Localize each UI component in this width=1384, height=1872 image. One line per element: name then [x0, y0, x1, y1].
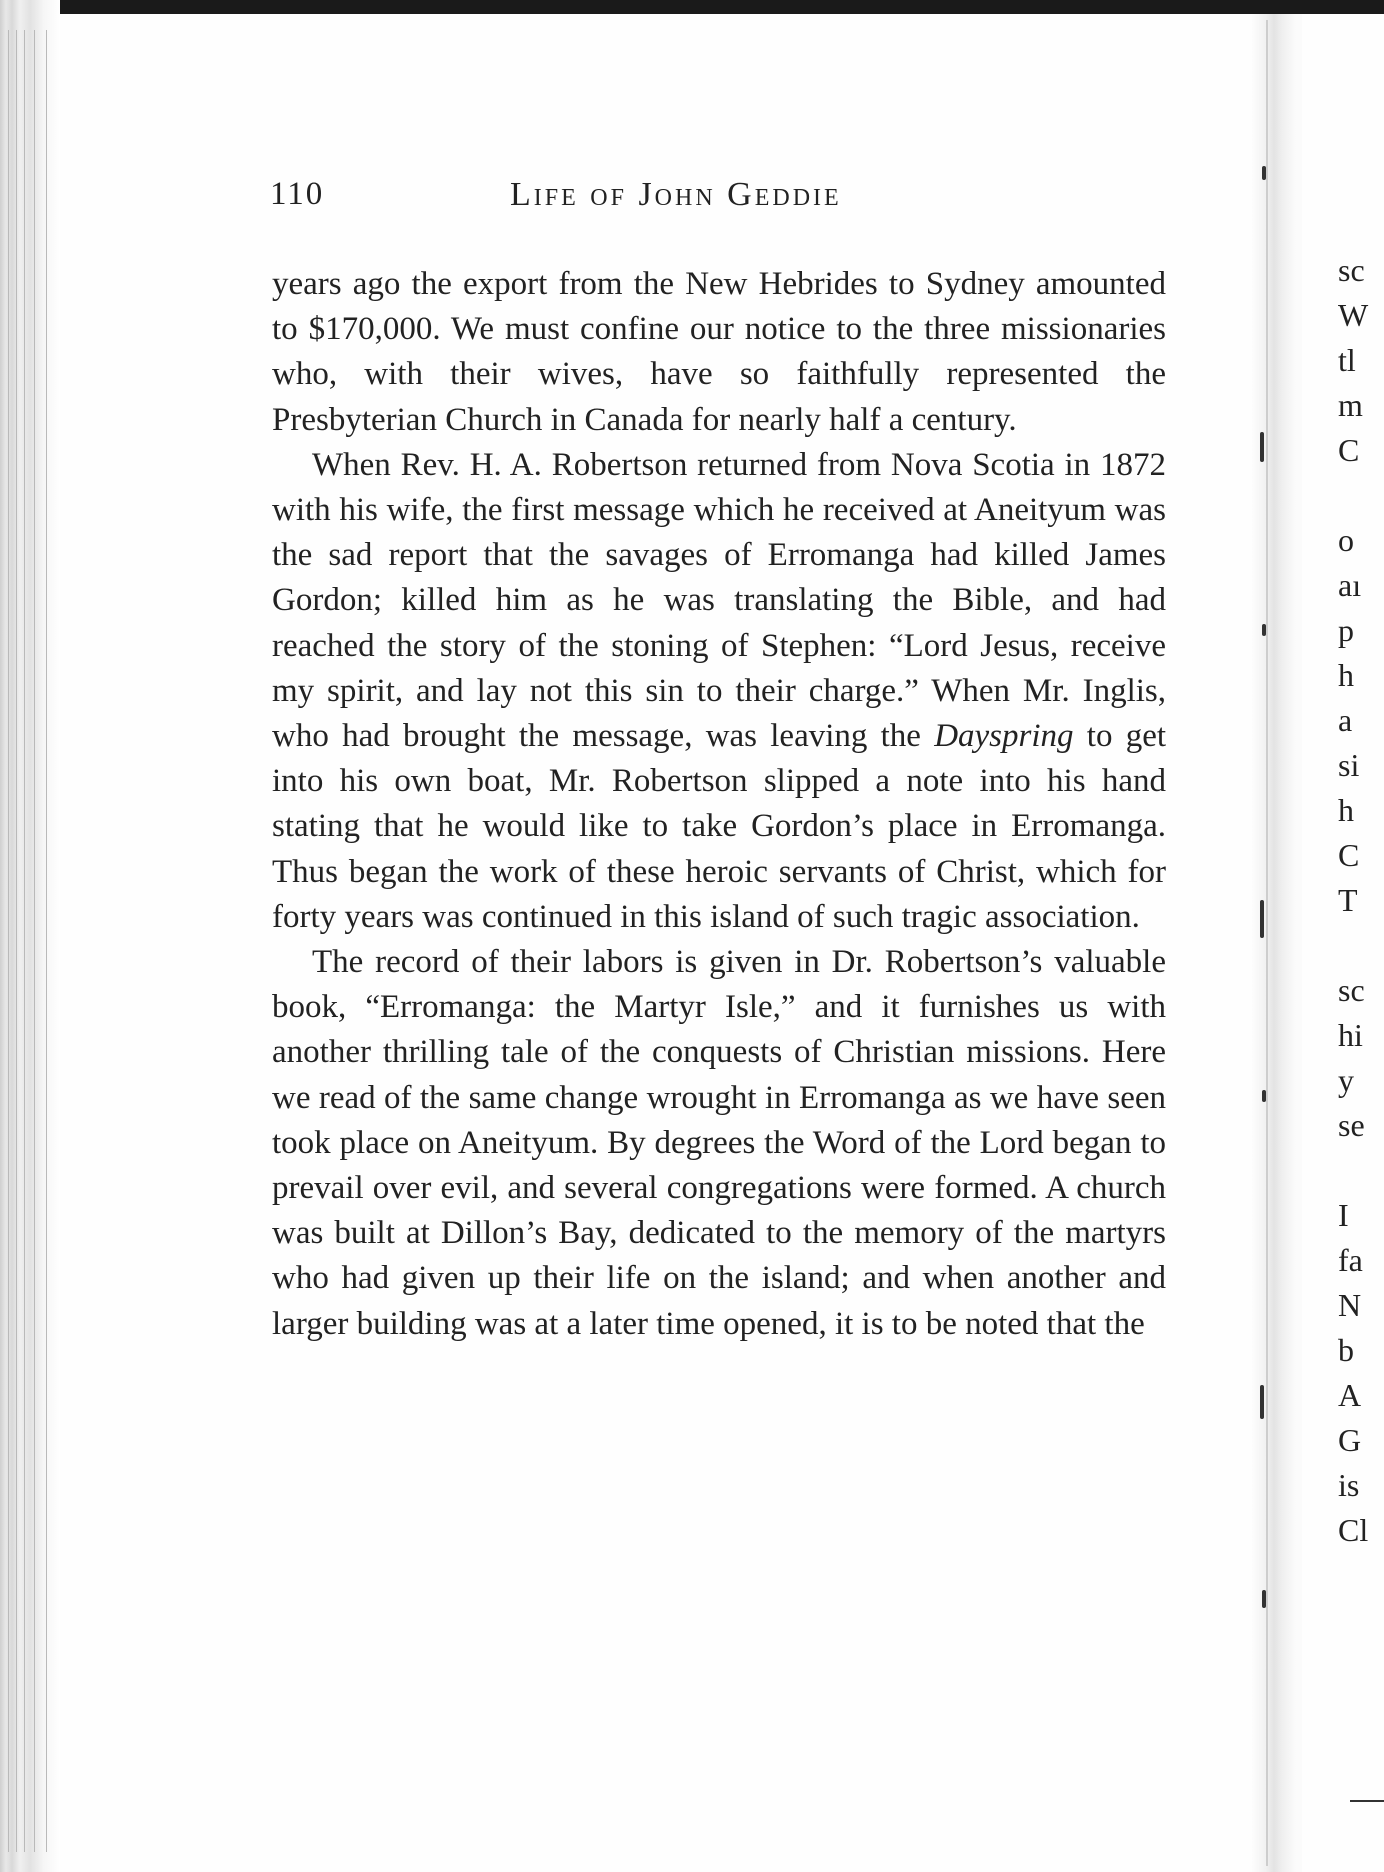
running-title: Life of John Geddie: [510, 176, 842, 213]
facing-page-line: [1338, 473, 1384, 518]
gutter-fold-line: [1266, 20, 1268, 1866]
facing-page-line: a: [1338, 702, 1353, 738]
paragraph-text: to get into his own boat, Mr. Robertson slipped a note into his hand stating that he would like to take Gordon’s place in Erromanga. Thus began the work of these heroic servants of Christ, which for forty years was continued in this island of such tragic association.: [272, 718, 1167, 935]
facing-page-line: N: [1338, 1287, 1362, 1323]
facing-page-line: m: [1338, 387, 1363, 423]
facing-page-line: o: [1338, 522, 1354, 558]
ship-name: Dayspring: [934, 718, 1074, 755]
paragraph: [272, 443, 1166, 940]
facing-page-line: aı: [1338, 567, 1362, 603]
facing-page-line: T: [1338, 882, 1358, 918]
page-edge-line: [16, 30, 17, 1852]
gutter-mark: [1260, 432, 1264, 462]
facing-page-line: W: [1338, 297, 1369, 333]
facing-page-line: hi: [1338, 1017, 1363, 1053]
facing-page-line: Cl: [1338, 1512, 1369, 1548]
facing-page-line: sc: [1338, 972, 1365, 1008]
facing-page-line: si: [1338, 747, 1360, 783]
facing-page-line: G: [1338, 1422, 1362, 1458]
page-header: [270, 176, 1210, 220]
paragraph: [272, 940, 1166, 1347]
gutter-mark: [1260, 900, 1264, 938]
facing-page-line: [1338, 923, 1384, 968]
page-edge-line: [24, 30, 25, 1852]
facing-page-line: se: [1338, 1107, 1365, 1143]
facing-page-line: b: [1338, 1332, 1354, 1368]
facing-page-line: y: [1338, 1062, 1354, 1098]
facing-page-line: I: [1338, 1197, 1349, 1233]
facing-page-line: [1338, 1148, 1384, 1193]
scan-top-border: [0, 0, 1384, 14]
paragraph-text: When Rev. H. A. Robertson returned from Nova Scotia in 1872 with his wife, the first message which he received at Aneityum was the sad report that the savages of Erromanga had killed James Gordon; killed him as he was translating the Bible, and had reached the story of the stoning of Stephen: “Lord Jesus, receive my spirit, and lay not this sin to their charge.” When Mr. Inglis, who had brought the message, was leaving the: [272, 446, 1166, 755]
facing-page-line: h: [1338, 792, 1354, 828]
page-number: 110: [270, 176, 325, 212]
gutter-mark: [1262, 166, 1266, 180]
facing-page-fragment: [1338, 248, 1384, 1553]
facing-page-line: p: [1338, 612, 1354, 648]
facing-page-rule: [1350, 1800, 1384, 1802]
facing-page-line: h: [1338, 657, 1354, 693]
gutter-mark: [1260, 1385, 1264, 1419]
page-edge-line: [8, 30, 9, 1852]
book-gutter: [1252, 14, 1302, 1872]
paragraph-text: The record of their labors is given in Dr. Robertson’s valuable book, “Erromanga: the Martyr Isle,” and it furnishes us with another thrilling tale of the conquests of Christian missions. Here we read of the same change wrought in Erromanga as we have seen took place on Aneityum. By degrees the Word of the Lord began to prevail over evil, and several congregations were formed. A church was built at Dillon’s Bay, dedicated to the memory of the martyrs who had given up their life on the island; and when another and larger building was at a later time opened, it is to be noted that the: [272, 944, 1166, 1342]
facing-page-line: tl: [1338, 342, 1356, 378]
body-text: [272, 262, 1166, 1347]
paragraph: [272, 262, 1166, 443]
page-edge-line: [46, 30, 47, 1852]
facing-page-line: C: [1338, 837, 1360, 873]
facing-page-line: C: [1338, 432, 1360, 468]
gutter-mark: [1262, 1590, 1266, 1608]
gutter-mark: [1262, 624, 1266, 636]
facing-page-line: A: [1338, 1377, 1362, 1413]
gutter-mark: [1262, 1090, 1266, 1102]
page-edge-line: [34, 30, 35, 1852]
facing-page-line: sc: [1338, 252, 1365, 288]
paragraph-text: years ago the export from the New Hebrides to Sydney amounted to $170,000. We must confine our notice to the three missionaries who, with their wives, have so faithfully represented the Presbyterian Church in Canada for nearly half a century.: [272, 266, 1166, 438]
book-page-edges: [0, 0, 60, 1872]
facing-page-line: fa: [1338, 1242, 1363, 1278]
facing-page-line: is: [1338, 1467, 1360, 1503]
